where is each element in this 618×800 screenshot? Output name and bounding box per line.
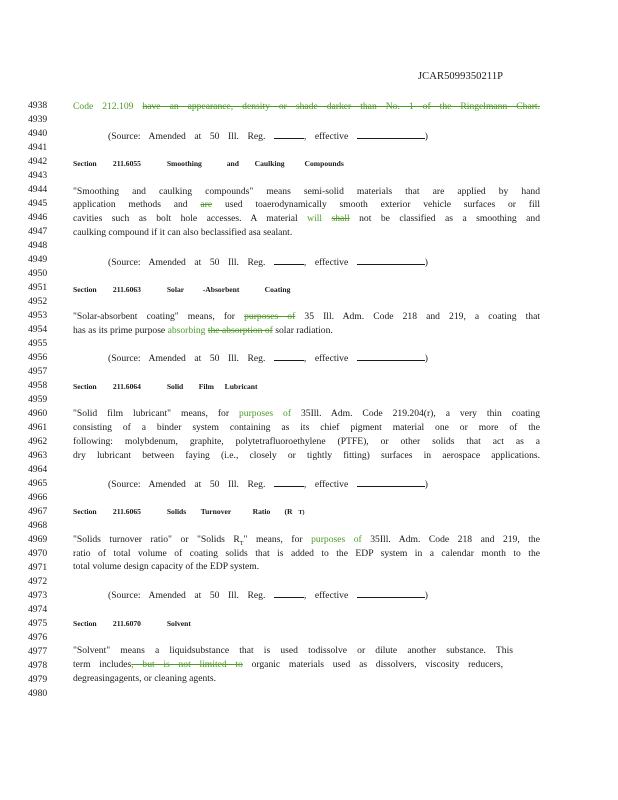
line-number: 4946 bbox=[28, 212, 48, 223]
register-ref: at 50 Ill. Reg. bbox=[194, 131, 266, 142]
close-paren: ) bbox=[424, 131, 428, 142]
register-blank bbox=[274, 130, 304, 139]
line-number: 4941 bbox=[28, 142, 48, 153]
line-number: 4949 bbox=[28, 254, 48, 265]
effective-label: , effective bbox=[303, 131, 349, 142]
source-line: (Source: Amended at 50 Ill. Reg. , effective ) bbox=[108, 479, 428, 490]
paragraph-line: term includes, but is not limited to organic materials used as dissolvers, viscosity reducers, bbox=[73, 659, 503, 670]
line-number: 4971 bbox=[28, 562, 48, 573]
line-number: 4957 bbox=[28, 366, 48, 377]
deleted-text: purposes of bbox=[244, 311, 296, 322]
effective-blank bbox=[357, 130, 425, 139]
line-number: 4955 bbox=[28, 338, 48, 349]
source-line: (Source: Amended at 50 Ill. Reg. , effective ) bbox=[108, 353, 428, 364]
line-number: 4959 bbox=[28, 394, 48, 405]
line-number: 4967 bbox=[28, 506, 48, 517]
line-number: 4972 bbox=[28, 576, 48, 587]
paragraph-line: "Solids turnover ratio" or "Solids $R_T$" means, for purposes of 35Ill. Adm. Code 218 and 219, the bbox=[73, 534, 540, 547]
amended-text-line bbox=[73, 101, 540, 112]
paragraph-line: has as its prime purpose absorbing the absorption of solar radiation. bbox=[73, 325, 333, 336]
line-number: 4969 bbox=[28, 534, 48, 545]
paragraph-line: dry lubricant between faying (i.e., closely or tightly fitting) surfaces in aerospace applications. bbox=[73, 450, 540, 461]
deleted-text: shall bbox=[331, 213, 350, 224]
line-number: 4940 bbox=[28, 128, 48, 139]
section-heading: Section 211.6063 Solar -Absorbent Coating bbox=[73, 285, 291, 294]
document-id: JCAR5099350211P bbox=[418, 71, 504, 82]
section-heading: Section 211.6070 Solvent bbox=[73, 619, 191, 628]
inserted-text: absorbing bbox=[167, 325, 206, 336]
source-line: (Source: Amended at 50 Ill. Reg. , effective ) bbox=[108, 590, 428, 601]
paragraph-line: caulking compound if it can also beclassified asa sealant. bbox=[73, 227, 293, 238]
line-number: 4951 bbox=[28, 282, 48, 293]
line-number: 4943 bbox=[28, 170, 48, 181]
source-label: (Source: bbox=[108, 131, 141, 142]
line-number: 4975 bbox=[28, 618, 48, 629]
line-number: 4960 bbox=[28, 408, 48, 419]
inserted-text: purposes of bbox=[238, 408, 292, 419]
line-number: 4968 bbox=[28, 520, 48, 531]
line-number: 4974 bbox=[28, 604, 48, 615]
paragraph-line: ratio of total volume of coating solids that is added to the EDP system in a calendar month to the bbox=[73, 548, 540, 559]
source-line: (Source: Amended at 50 Ill. Reg. , effective ) bbox=[108, 257, 428, 268]
line-number: 4978 bbox=[28, 660, 48, 671]
paragraph-line: "Solid film lubricant" means, for purposes of 35Ill. Adm. Code 219.204(r), a very thin coating bbox=[73, 408, 541, 419]
line-number: 4945 bbox=[28, 198, 48, 209]
paragraph-line: "Smoothing and caulking compounds" means semi-solid materials that are applied by hand bbox=[73, 186, 540, 197]
section-heading: Section 211.6055 Smoothing and Caulking Compounds bbox=[73, 159, 344, 168]
deleted-text: the absorption of bbox=[207, 325, 273, 336]
paragraph-line: application methods and are used toaerodynamically smooth exterior vehicle surfaces or fill bbox=[73, 199, 540, 210]
deleted-text: have an appearance, density or shade darker than No. 1 of the Ringelmann Chart. bbox=[142, 101, 540, 112]
deleted-text: are bbox=[200, 199, 213, 210]
line-number: 4979 bbox=[28, 674, 48, 685]
section-heading: Section 211.6064 Solid Film Lubricant bbox=[73, 382, 258, 391]
paragraph-line: consisting of a binder system containing as its chief pigment material one or more of the bbox=[73, 422, 540, 433]
line-number: 4962 bbox=[28, 436, 48, 447]
paragraph-line: "Solar-absorbent coating" means, for purposes of 35 Ill. Adm. Code 218 and 219, a coating that bbox=[73, 311, 541, 322]
paragraph-line: degreasingagents, or cleaning agents. bbox=[73, 673, 217, 684]
line-number: 4980 bbox=[28, 688, 48, 699]
line-number: 4976 bbox=[28, 632, 48, 643]
line-number: 4977 bbox=[28, 646, 48, 657]
paragraph-line: "Solvent" means a liquidsubstance that is used todissolve or dilute another substance. This bbox=[73, 645, 513, 656]
line-number: 4939 bbox=[28, 114, 48, 125]
line-number: 4966 bbox=[28, 492, 48, 503]
paragraph-line: cavities such as bolt hole accesses. A material will shall not be classified as a smoothing and bbox=[73, 213, 540, 224]
inserted-text: will bbox=[307, 213, 323, 224]
line-number: 4942 bbox=[28, 156, 48, 167]
source-line bbox=[108, 130, 428, 142]
line-number: 4958 bbox=[28, 380, 48, 391]
line-number: 4956 bbox=[28, 352, 48, 363]
line-number: 4952 bbox=[28, 296, 48, 307]
line-number: 4938 bbox=[28, 100, 48, 111]
line-number: 4970 bbox=[28, 548, 48, 559]
paragraph-line: total volume design capacity of the EDP system. bbox=[73, 561, 260, 572]
deleted-text: , but is not limited to bbox=[131, 659, 243, 670]
line-number: 4965 bbox=[28, 478, 48, 489]
line-number: 4954 bbox=[28, 324, 48, 335]
line-number: 4950 bbox=[28, 268, 48, 279]
line-number: 4944 bbox=[28, 184, 48, 195]
line-number: 4961 bbox=[28, 422, 48, 433]
line-number: 4948 bbox=[28, 240, 48, 251]
inserted-text: purposes of bbox=[311, 534, 362, 545]
inserted-text: Code 212.109 bbox=[73, 101, 134, 112]
line-number: 4963 bbox=[28, 450, 48, 461]
paragraph-line: following: molybdenum, graphite, polytetrafluoroethylene (PTFE), or other solids that act as a bbox=[73, 436, 540, 447]
section-heading: Section 211.6065 Solids Turnover Ratio (R T) bbox=[73, 507, 305, 516]
line-number: 4953 bbox=[28, 310, 48, 321]
amended-label: Amended bbox=[148, 131, 186, 142]
line-number: 4964 bbox=[28, 464, 48, 475]
line-number: 4947 bbox=[28, 226, 48, 237]
line-number: 4973 bbox=[28, 590, 48, 601]
